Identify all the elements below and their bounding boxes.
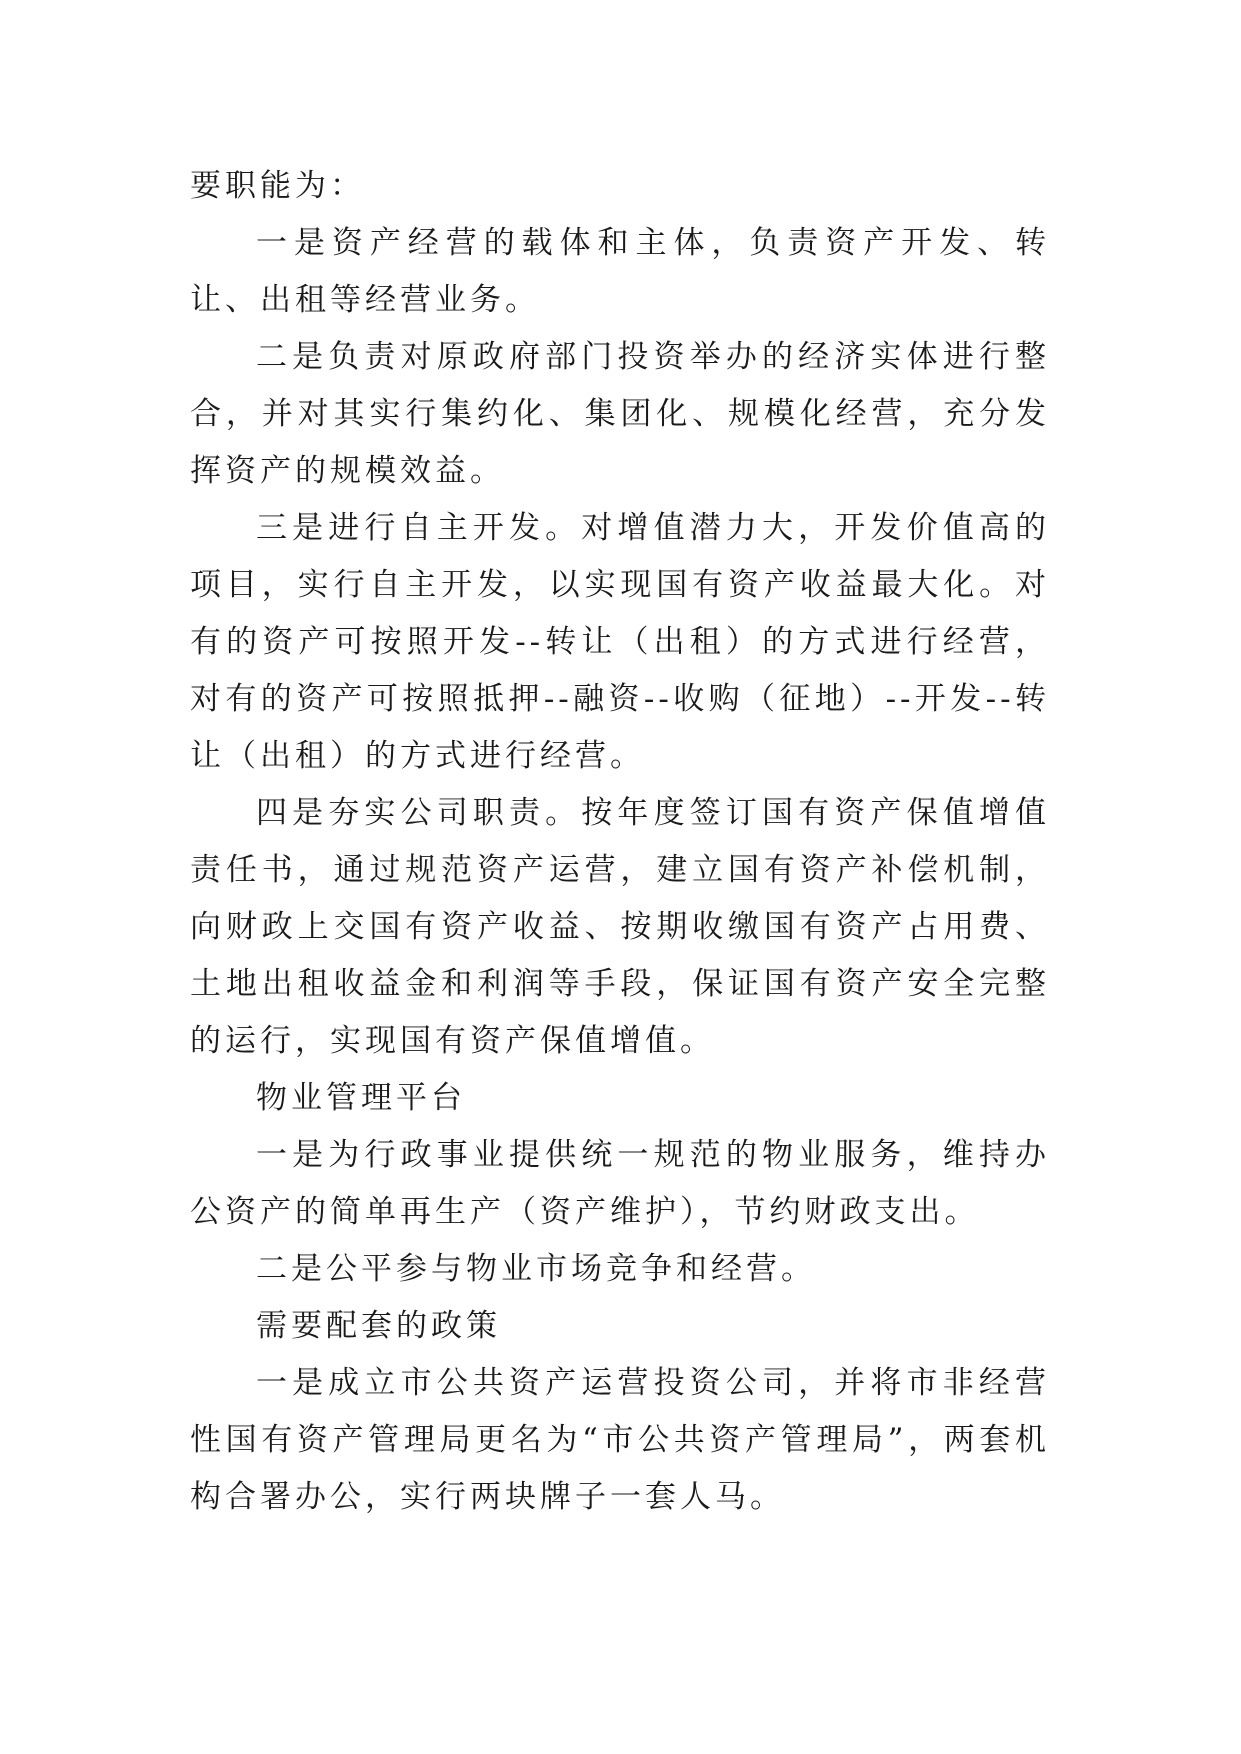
- paragraph-entity-integration: 二是负责对原政府部门投资举办的经济实体进行整合，并对其实行集约化、集团化、规模化经营，充分发挥资产的规模效益。: [190, 339, 1050, 489]
- paragraph-establish-company: 一是成立市公共资产运营投资公司，并将市非经营性国有资产管理局更名为“市公共资产管理局”，两套机构合署办公，实行两块牌子一套人马。: [190, 1365, 1050, 1515]
- document-body: [190, 158, 1050, 1526]
- paragraph-company-duties: 四是夯实公司职责。按年度签订国有资产保值增值责任书，通过规范资产运营，建立国有资产补偿机制，向财政上交国有资产收益、按期收缴国有资产占用费、土地出租收益金和利润等手段，保证国有资产安全完整的运行，实现国有资产保值增值。: [190, 795, 1050, 1059]
- paragraph-asset-operation: 一是资产经营的载体和主体，负责资产开发、转让、出租等经营业务。: [190, 225, 1050, 318]
- paragraph-market-competition: 二是公平参与物业市场竞争和经营。: [256, 1251, 816, 1287]
- paragraph-property-services: 一是为行政事业提供统一规范的物业服务，维持办公资产的简单再生产（资产维护），节约财政支出。: [190, 1137, 1050, 1230]
- heading-property-management-platform: 物业管理平台: [256, 1080, 466, 1116]
- heading-supporting-policies: 需要配套的政策: [256, 1308, 501, 1344]
- paragraph-continuation: 要职能为：: [190, 168, 365, 204]
- paragraph-independent-development: 三是进行自主开发。对增值潜力大，开发价值高的项目，实行自主开发，以实现国有资产收益最大化。对有的资产可按照开发--转让（出租）的方式进行经营，对有的资产可按照抵押--融资--收购（征地）--开发--转让（出租）的方式进行经营。: [190, 510, 1050, 774]
